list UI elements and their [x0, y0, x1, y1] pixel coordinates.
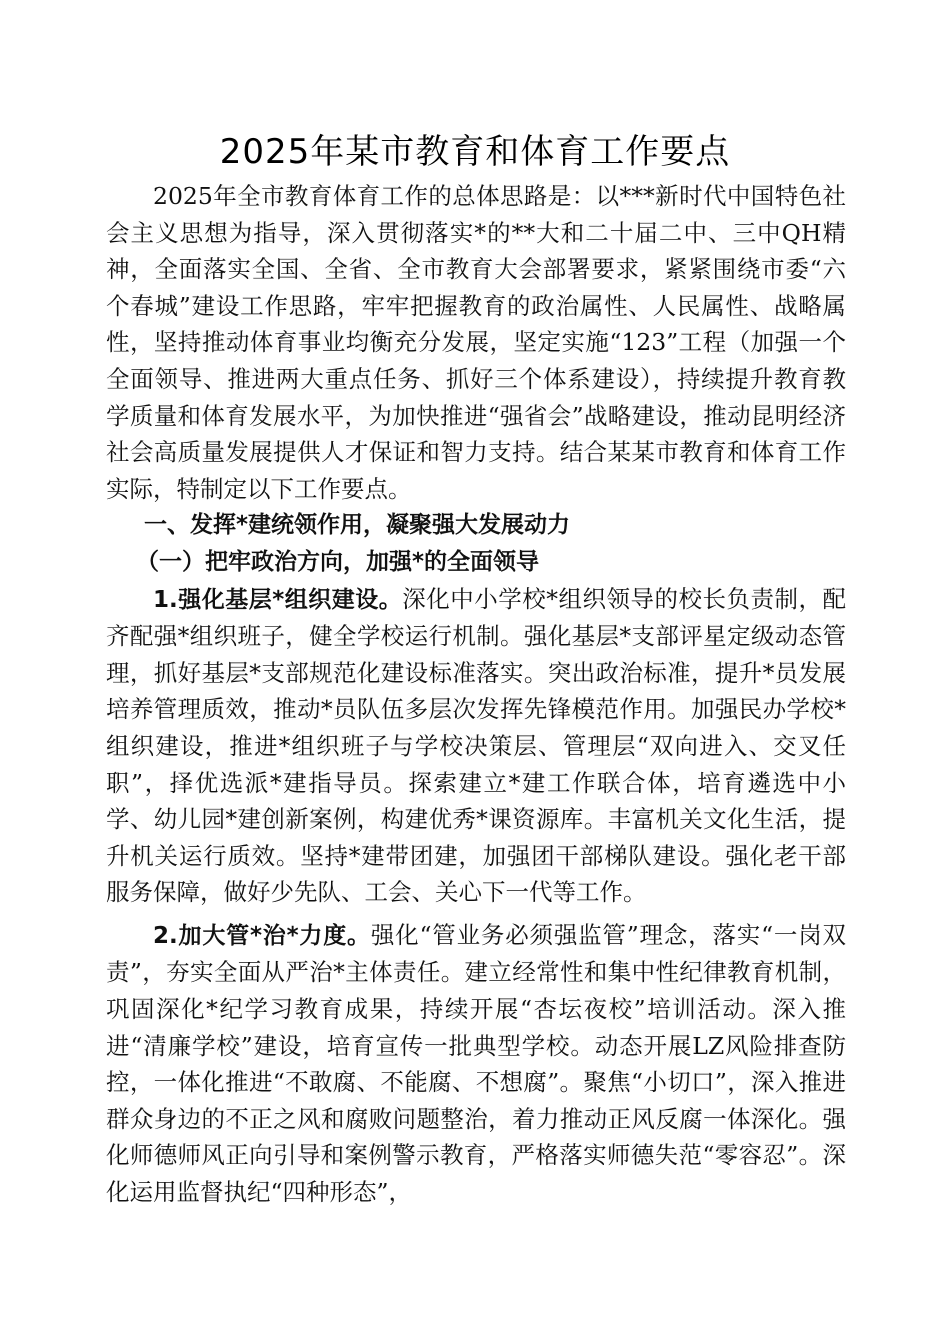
item-lead-2: 2.加大管*治*力度。 [153, 922, 371, 949]
intro-paragraph: 2025年全市教育体育工作的总体思路是：以***新时代中国特色社会主义思想为指导，深入贯彻落实*的**大和二十届二中、三中QH精神，全面落实全国、全省、全市教育大会部署要求，紧紧围绕市委“六个春城”建设工作思路，牢牢把握教育的政治属性、人民属性、战略属性，坚持推动体育事业均衡充分发展，坚定实施“123”工程（加强一个全面领导、推进两大重点任务、抓好三个体系建设），持续提升教育教学质量和体育发展水平，为加快推进“强省会”战略建设，推动昆明经济社会高质量发展提供人才保证和智力支持。结合某某市教育和体育工作实际，特制定以下工作要点。 [106, 182, 846, 503]
document-body [106, 178, 846, 1211]
item-lead-1: 1.强化基层*组织建设。 [153, 586, 403, 613]
item-paragraph-2 [106, 917, 846, 1211]
section-heading: 一、发挥*建统领作用，凝聚强大发展动力 [144, 512, 571, 539]
subsection-heading: （一）把牢政治方向，加强*的全面领导 [136, 548, 540, 575]
item-text-2: 强化“管业务必须强监管”理念，落实“一岗双责”，夯实全面从严治*主体责任。建立经常性和集中性纪律教育机制，巩固深化*纪学习教育成果，持续开展“杏坛夜校”培训活动。深入推进“清廉学校”建设，培育宣传一批典型学校。动态开展LZ风险排查防控，一体化推进“不敢腐、不能腐、不想腐”。聚焦“小切口”，深入推进群众身边的不正之风和腐败问题整治，着力推动正风反腐一体深化。强化师德师风正向引导和案例警示教育，严格落实师德失范“零容忍”。深化运用监督执纪“四种形态”， [106, 920, 847, 1207]
document-title: 2025年某市教育和体育工作要点 [219, 132, 731, 172]
item-paragraph-1 [106, 581, 846, 911]
item-text-1: 深化中小学校*组织领导的校长负责制，配齐配强*组织班子，健全学校运行机制。强化基层*支部评星定级动态管理，抓好基层*支部规范化建设标准落实。突出政治标准，提升*员发展培养管理质效，推动*员队伍多层次发挥先锋模范作用。加强民办学校*组织建设，推进*组织班子与学校决策层、管理层“双向进入、交叉任职”，择优选派*建指导员。探索建立*建工作联合体，培育遴选中小学、幼儿园*建创新案例，构建优秀*课资源库。丰富机关文化生活，提升机关运行质效。坚持*建带团建，加强团干部梯队建设。强化老干部服务保障，做好少先队、工会、关心下一代等工作。 [106, 584, 846, 907]
